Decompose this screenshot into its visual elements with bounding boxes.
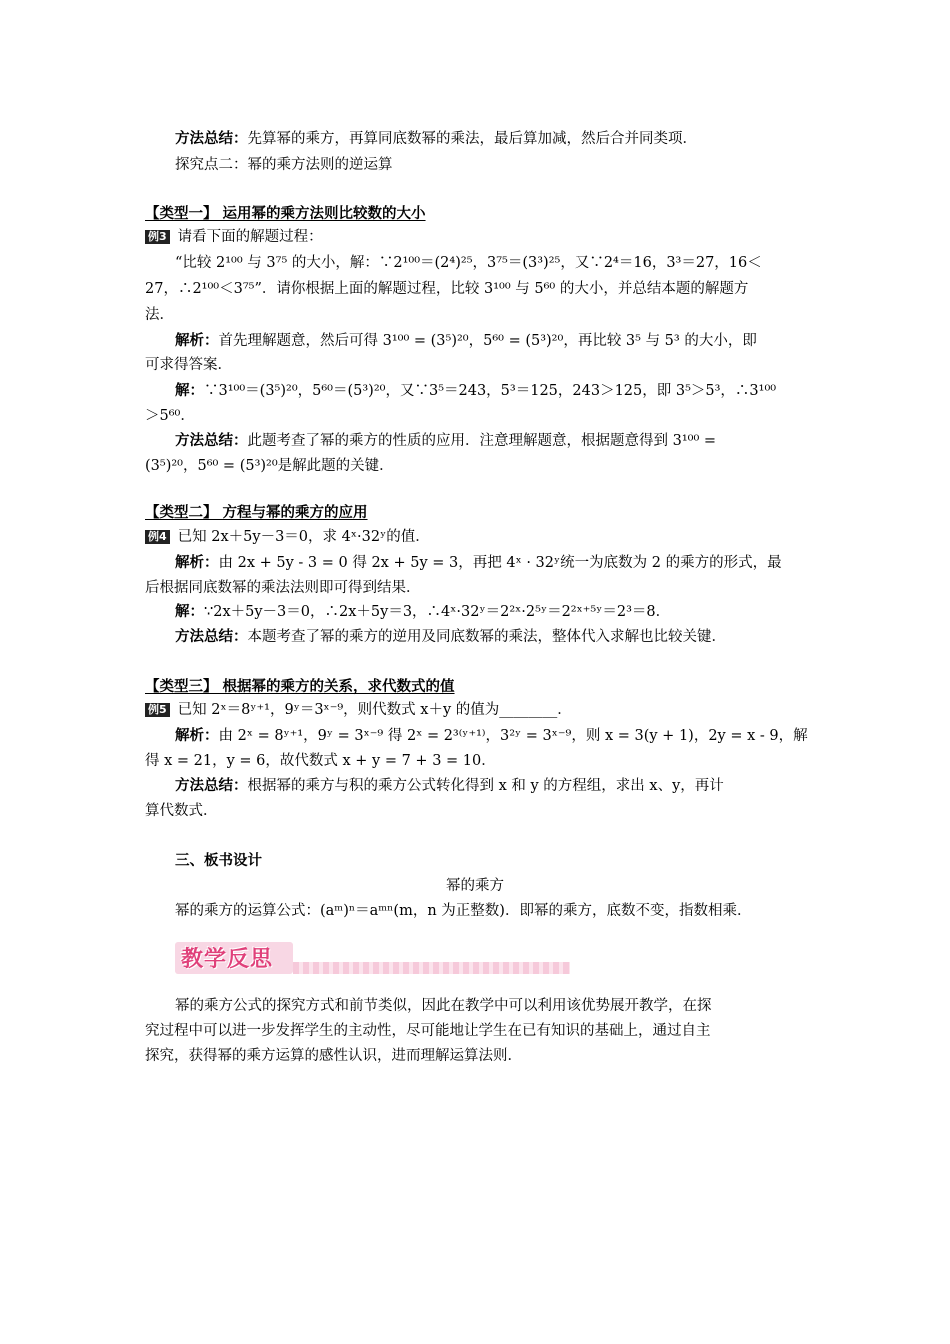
type-3-heading: 【类型三】 根据幂的乘方的关系，求代数式的值: [145, 678, 455, 695]
teaching-reflection-banner: [175, 940, 570, 976]
type-1-heading: 【类型一】 运用幂的乘方法则比较数的大小: [145, 205, 426, 222]
solution-4: 解：∵2x＋5y－3＝0，∴2x＋5y＝3，∴4ˣ·32ʸ＝2²ˣ·2⁵ʸ＝2²ˣ⁺⁵ʸ＝2³＝8．: [175, 603, 671, 620]
example-4-line: 例4 已知 2x＋5y－3＝0，求 4ˣ·32ʸ的值．: [145, 526, 805, 548]
banner-label: 教学反思: [181, 947, 274, 972]
board-title: 幂的乘方: [446, 878, 504, 894]
analysis-5-2: 得 x = 21，y = 6，故代数式 x + y = 7 + 3 = 10．: [145, 753, 496, 769]
method-summary-1: 方法总结：先算幂的乘方，再算同底数幂的乘法，最后算加减，然后合并同类项．: [175, 130, 697, 147]
analysis-3-2: 可求得答案．: [145, 357, 232, 373]
reflection-2: 究过程中可以进一步发挥学生的主动性，尽可能地让学生在已有知识的基础上，通过自主: [145, 1023, 711, 1039]
reflection-3: 探究，获得幂的乘方运算的感性认识，进而理解运算法则．: [145, 1048, 522, 1064]
solution-3-2: ＞5⁶⁰．: [145, 408, 195, 424]
type-2-heading: 【类型二】 方程与幂的乘方的应用: [145, 504, 368, 521]
method-summary-4: 方法总结：本题考查了幂的乘方的逆用及同底数幂的乘法，整体代入求解也比较关键．: [175, 628, 726, 645]
board-formula: 幂的乘方的运算公式：(aᵐ)ⁿ＝aᵐⁿ(m，n 为正整数)．即幂的乘方，底数不变，指数相乘．: [175, 903, 752, 919]
example-badge: 例4: [145, 530, 170, 544]
banner-stripe: [293, 962, 570, 974]
method-summary-5-1: 方法总结：根据幂的乘方与积的乘方公式转化得到 x 和 y 的方程组，求出 x、y，再计: [175, 777, 724, 794]
example-3-line: 例3 请看下面的解题过程：: [145, 226, 805, 248]
example-3-body-2: 27，∴2¹⁰⁰＜3⁷⁵”．请你根据上面的解题过程，比较 3¹⁰⁰ 与 5⁶⁰ 的大小，并总结本题的解题方: [145, 281, 749, 297]
method-summary-3-1: 方法总结：此题考查了幂的乘方的性质的应用．注意理解题意，根据题意得到 3¹⁰⁰ =: [175, 432, 717, 449]
example-3-body-1: “比较 2¹⁰⁰ 与 3⁷⁵ 的大小，解：∵2¹⁰⁰＝(2⁴)²⁵，3⁷⁵＝(3³)²⁵，又∵2⁴＝16，3³＝27，16＜: [175, 255, 762, 271]
analysis-5-1: 解析：由 2ˣ = 8ʸ⁺¹，9ʸ = 3ˣ⁻⁹ 得 2ˣ = 2³⁽ʸ⁺¹⁾，3²ʸ = 3ˣ⁻⁹，则 x = 3(y + 1)，2y = x - 9，解: [175, 727, 808, 744]
analysis-3-1: 解析：首先理解题意，然后可得 3¹⁰⁰ = (3⁵)²⁰，5⁶⁰ = (5³)²⁰，再比较 3⁵ 与 5³ 的大小，即: [175, 332, 757, 349]
example-3-body-3: 法．: [145, 307, 174, 323]
explore-point-2: 探究点二：幂的乘方法则的逆运算: [175, 157, 393, 173]
method-summary-3-2: (3⁵)²⁰，5⁶⁰ = (5³)²⁰是解此题的关键．: [145, 458, 394, 474]
method-summary-5-2: 算代数式．: [145, 803, 218, 819]
example-badge: 例5: [145, 703, 170, 717]
example-badge: 例3: [145, 230, 170, 244]
analysis-4-1: 解析：由 2x + 5y - 3 = 0 得 2x + 5y = 3，再把 4ˣ · 32ʸ统一为底数为 2 的乘方的形式，最: [175, 554, 782, 571]
example-5-line: 例5 已知 2ˣ＝8ʸ⁺¹，9ʸ＝3ˣ⁻⁹，则代数式 x＋y 的值为________．: [145, 699, 805, 721]
section-board-design: 三、板书设计: [175, 852, 262, 869]
solution-3-1: 解：∵3¹⁰⁰＝(3⁵)²⁰，5⁶⁰＝(5³)²⁰，又∵3⁵＝243，5³＝125，243＞125，即 3⁵＞5³，∴3¹⁰⁰: [175, 382, 777, 399]
analysis-4-2: 后根据同底数幂的乘法法则即可得到结果．: [145, 580, 421, 596]
reflection-1: 幂的乘方公式的探究方式和前节类似，因此在教学中可以利用该优势展开教学，在探: [175, 998, 712, 1014]
